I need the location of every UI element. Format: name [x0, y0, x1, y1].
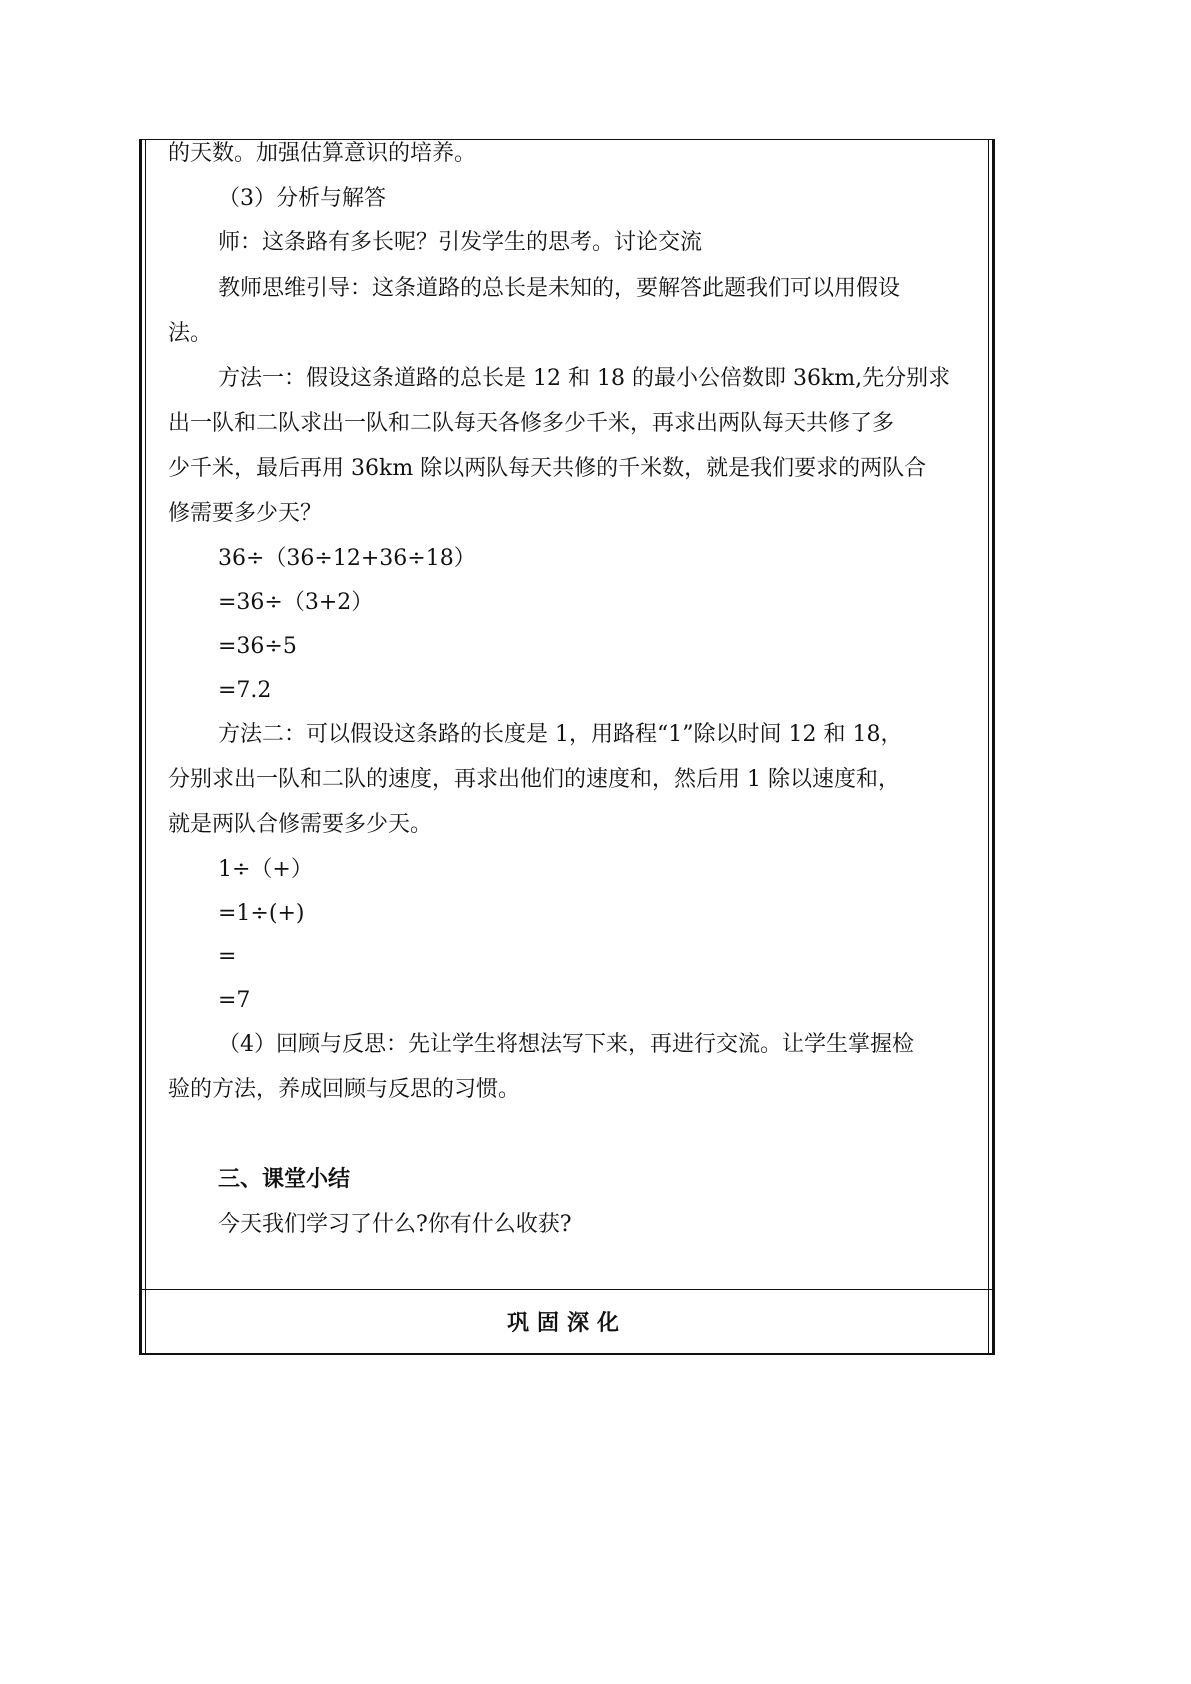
text-line: 少千米，最后再用 36km 除以两队每天共修的千米数，就是我们要求的两队合	[168, 456, 927, 481]
method-two-line: 方法二：可以假设这条路的长度是 1，用路程“1”除以时间 12 和 18，	[218, 722, 903, 747]
formula-line: 36÷（36÷12+36÷18）	[218, 546, 476, 571]
summary-question: 今天我们学习了什么?你有什么收获?	[218, 1212, 572, 1237]
section-heading-summary: 三、课堂小结	[218, 1167, 351, 1192]
formula-line: =	[218, 944, 237, 969]
method-one-line: 方法一：假设这条道路的总长是 12 和 18 的最小公倍数即 36km,先分别求	[218, 366, 951, 391]
consolidation-cell	[142, 1290, 992, 1353]
formula-line: =1÷(+)	[218, 901, 305, 926]
formula-line: 1÷（+）	[218, 857, 313, 882]
text-line: 师：这条路有多长呢？引发学生的思考。讨论交流	[218, 230, 703, 255]
formula-line: =7.2	[218, 678, 272, 703]
lesson-content-cell	[142, 139, 992, 1290]
reflection-line: （4）回顾与反思：先让学生将想法写下来，再进行交流。让学生掌握检	[218, 1032, 914, 1057]
text-line: 修需要多少天？	[168, 501, 323, 526]
lesson-plan-table	[139, 139, 995, 1355]
text-line: 就是两队合修需要多少天。	[168, 812, 433, 837]
text-line: 的天数。加强估算意识的培养。	[168, 141, 477, 166]
formula-line: =36÷5	[218, 634, 297, 659]
subheading-analysis: （3）分析与解答	[218, 186, 386, 211]
formula-line: =7	[218, 988, 251, 1013]
text-line: 分别求出一队和二队的速度，再求出他们的速度和，然后用 1 除以速度和，	[168, 767, 900, 792]
text-line: 法。	[168, 321, 213, 346]
text-line: 验的方法，养成回顾与反思的习惯。	[168, 1077, 521, 1102]
consolidation-title: 巩固深化	[506, 1311, 627, 1336]
text-line: 出一队和二队求出一队和二队每天各修多少千米，再求出两队每天共修了多	[168, 411, 895, 436]
formula-line: =36÷（3+2）	[218, 590, 374, 615]
text-line: 教师思维引导：这条道路的总长是未知的，要解答此题我们可以用假设	[218, 276, 901, 301]
